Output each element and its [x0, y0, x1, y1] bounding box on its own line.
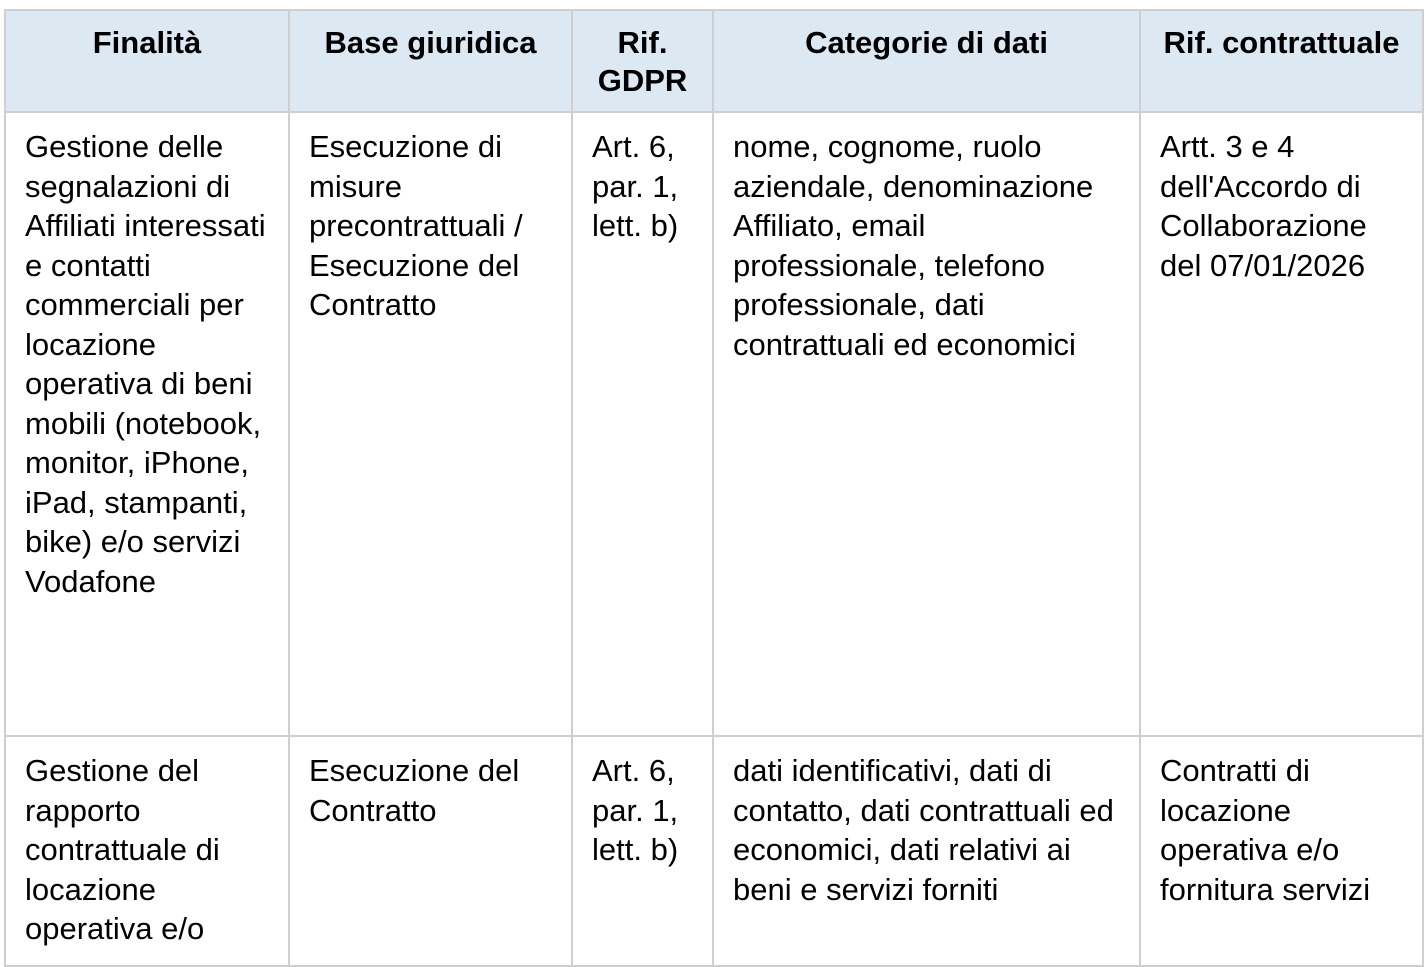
cell-text: Contratti di locazione operativa e/o fornitura servizi: [1160, 753, 1371, 907]
cell-text: dati identificativi, dati di contatto, dati contrattuali ed economici, dati relativi ai beni e servizi forniti: [733, 753, 1114, 907]
header-base-giuridica: Base giuridica: [289, 10, 572, 112]
cell-text: Art. 6, par. 1, lett. b): [592, 753, 679, 867]
header-rif-gdpr: Rif. GDPR: [572, 10, 713, 112]
table-row: [5, 112, 1423, 736]
cell-base-giuridica: [289, 736, 572, 966]
cell-rif-gdpr: [572, 736, 713, 966]
cell-text: Gestione del rapporto contrattuale di locazione operativa e/o: [25, 753, 220, 946]
cell-rif-contrattuale: [1140, 112, 1423, 736]
cell-text: Gestione delle segnalazioni di Affiliati interessati e contatti commerciali per locazione operativa di beni mobili (notebook, monitor, iPhone, iPad, stampanti, bike) e/o servizi Vodafone: [25, 129, 266, 599]
cell-text: Artt. 3 e 4 dell'Accordo di Collaborazione del 07/01/2026: [1160, 129, 1367, 283]
cell-base-giuridica: [289, 112, 572, 736]
cell-categorie-dati: [713, 736, 1140, 966]
cell-text: Esecuzione di misure precontrattuali / Esecuzione del Contratto: [309, 129, 523, 322]
header-rif-contrattuale: Rif. contrattuale: [1140, 10, 1423, 112]
cell-finalita: [5, 112, 289, 736]
cell-text: Art. 6, par. 1, lett. b): [592, 129, 679, 243]
cell-finalita: [5, 736, 289, 966]
header-categorie-dati: Categorie di dati: [713, 10, 1140, 112]
table-row: [5, 736, 1423, 966]
cell-rif-gdpr: [572, 112, 713, 736]
table-header-row: [5, 10, 1423, 112]
cell-text: nome, cognome, ruolo aziendale, denominazione Affiliato, email professionale, telefono professionale, dati contrattuali ed economici: [733, 129, 1094, 362]
gdpr-processing-table: [4, 9, 1424, 967]
cell-text: Esecuzione del Contratto: [309, 753, 520, 828]
header-finalita: Finalità: [5, 10, 289, 112]
cell-categorie-dati: [713, 112, 1140, 736]
cell-rif-contrattuale: [1140, 736, 1423, 966]
